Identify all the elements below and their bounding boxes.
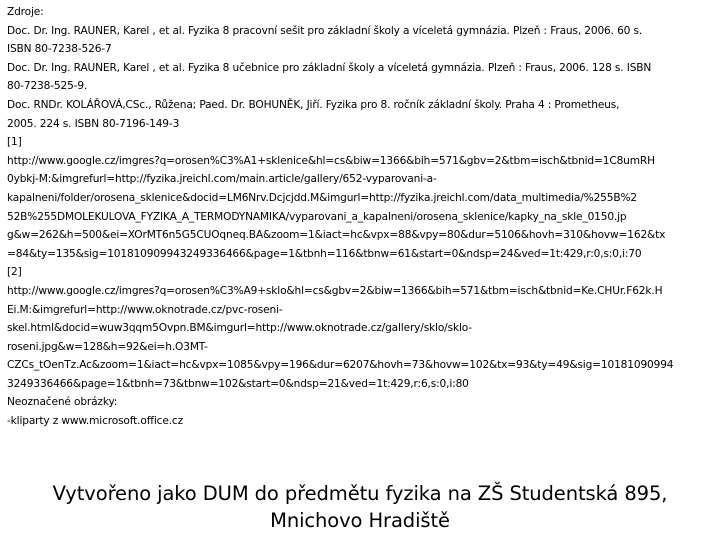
reference-url-line: =84&ty=135&sig=101810909943249336466&page=1&tbnh=116&tbnw=61&start=0&ndsp=24&ved=1t:429,r:0,s:0,i:70 — [7, 247, 642, 260]
sources-heading: Zdroje: — [7, 6, 44, 18]
source-line: Doc. RNDr. KOLÁŘOVÁ,CSc., Růžena; Paed. Dr. BOHUNĚK, Jiří. Fyzika pro 8. ročník základní školy. Praha 4 : Prometheus, — [7, 98, 620, 111]
reference-url-line: kapalneni/folder/orosena_sklenice&docid=LM6Nrv.Dcjcjdd.M&imgurl=http://fyzika.jreichl.com/data_multimedia/%255B%2 — [7, 191, 637, 204]
footer-line-1: Vytvořeno jako DUM do předmětu fyzika na ZŠ Studentská 895, — [52, 482, 668, 505]
source-line: 80-7238-525-9. — [7, 80, 88, 93]
source-line: Doc. Dr. Ing. RAUNER, Karel , et al. Fyzika 8 učebnice pro základní školy a víceletá gymnázia. Plzeň : Fraus, 2006. 128 s. ISBN — [7, 61, 652, 74]
unlabeled-images-heading: Neoznačené obrázky: — [7, 396, 118, 409]
clipart-credit: -kliparty z www.microsoft.office.cz — [7, 415, 184, 428]
footer-credit — [0, 480, 720, 534]
reference-marker-2: [2] — [7, 266, 22, 279]
reference-url-line: http://www.google.cz/imgres?q=orosen%C3%A9+sklo&hl=cs&gbv=2&biw=1366&bih=571&tbm=isch&tbnid=Ke.CHUr.F62k.H — [7, 284, 663, 297]
reference-url-line: 0ybkj-M:&imgrefurl=http://fyzika.jreichl.com/main.article/gallery/652-vyparovani-a- — [7, 173, 437, 186]
source-line: ISBN 80-7238-526-7 — [7, 43, 112, 56]
reference-url-line: 3249336466&page=1&tbnh=73&tbnw=102&start=0&ndsp=21&ved=1t:429,r:6,s:0,i:80 — [7, 377, 469, 390]
reference-url-line: g&w=262&h=500&ei=XOrMT6n5G5CUOqneq.BA&zoom=1&iact=hc&vpx=88&vpy=80&dur=5106&hovh=310&hovw=162&tx — [7, 229, 666, 242]
source-line: Doc. Dr. Ing. RAUNER, Karel , et al. Fyzika 8 pracovní sešit pro základní školy a víceletá gymnázia. Plzeň : Fraus, 2006. 60 s. — [7, 24, 643, 37]
source-line: 2005. 224 s. ISBN 80-7196-149-3 — [7, 117, 180, 130]
reference-url-line: CZCs_tOenTz.Ac&zoom=1&iact=hc&vpx=1085&vpy=196&dur=6207&hovh=73&hovw=102&tx=93&ty=49&sig=10181090994 — [7, 359, 674, 372]
sources-block — [7, 3, 715, 431]
reference-url-line: skel.html&docid=wuw3qqm5Ovpn.BM&imgurl=http://www.oknotrade.cz/gallery/sklo/sklo- — [7, 322, 472, 335]
reference-marker-1: [1] — [7, 136, 22, 149]
reference-url-line: roseni.jpg&w=128&h=92&ei=h.O3MT- — [7, 340, 208, 353]
reference-url-line: 52B%255DMOLEKULOVA_FYZIKA_A_TERMODYNAMIKA/vyparovani_a_kapalneni/orosena_sklenice/kapky_na_skle_0150.jp — [7, 210, 627, 223]
reference-url-line: http://www.google.cz/imgres?q=orosen%C3%A1+sklenice&hl=cs&biw=1366&bih=571&gbv=2&tbm=isch&tbnid=1C8umRH — [7, 154, 655, 167]
reference-url-line: Ei.M:&imgrefurl=http://www.oknotrade.cz/pvc-roseni- — [7, 303, 283, 316]
footer-line-2: Mnichovo Hradiště — [270, 509, 450, 532]
